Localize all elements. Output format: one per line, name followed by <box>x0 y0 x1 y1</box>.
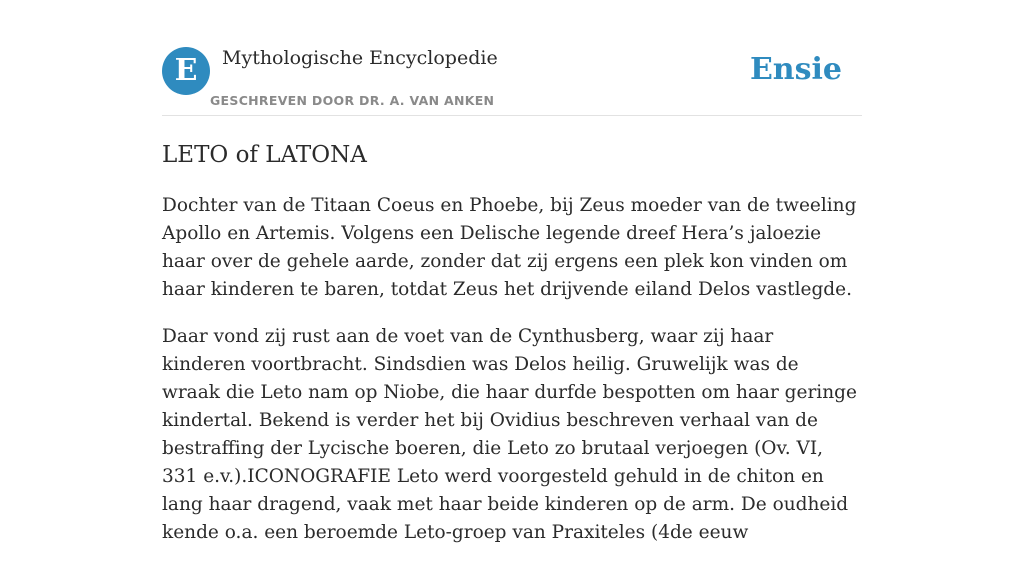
article-paragraph-2: Daar vond zij rust aan de voet van de Cynthusberg, waar zij haar kinderen voortbracht. Sindsdien was Delos heilig. Gruwelijk was de wraak die Leto nam op Niobe, die haar durfde bespotten om haar geringe kindertal. Bekend is verder het bij Ovidius beschreven verhaal van de bestraffing der Lycische boeren, die Leto zo brutaal verjoegen (Ov. VI, 331 e.v.).ICONOGRAFIE Leto werd voorgesteld gehuld in de chiton en lang haar dragend, vaak met haar beide kinderen op de arm. De oudheid kende o.a. een beroemde Leto-groep van Praxiteles (4de eeuw <box>162 326 857 543</box>
article-title: LETO of LATONA <box>162 142 367 168</box>
site-header <box>162 46 862 116</box>
encyclopedia-name-link[interactable]: Mythologische Encyclopedie <box>222 47 498 69</box>
article-body <box>162 192 862 566</box>
encyclopedia-logo-icon[interactable]: E <box>162 47 210 95</box>
author-byline[interactable]: GESCHREVEN DOOR DR. A. VAN ANKEN <box>210 93 495 108</box>
ensie-brand-logo[interactable]: Ensie <box>749 52 842 87</box>
article-paragraph-1: Dochter van de Titaan Coeus en Phoebe, bij Zeus moeder van de tweeling Apollo en Artemis. Volgens een Delische legende dreef Hera’s jaloezie haar over de gehele aarde, zonder dat zij ergens een plek kon vinden om haar kinderen te baren, totdat Zeus het drijvende eiland Delos vastlegde. <box>162 195 857 300</box>
